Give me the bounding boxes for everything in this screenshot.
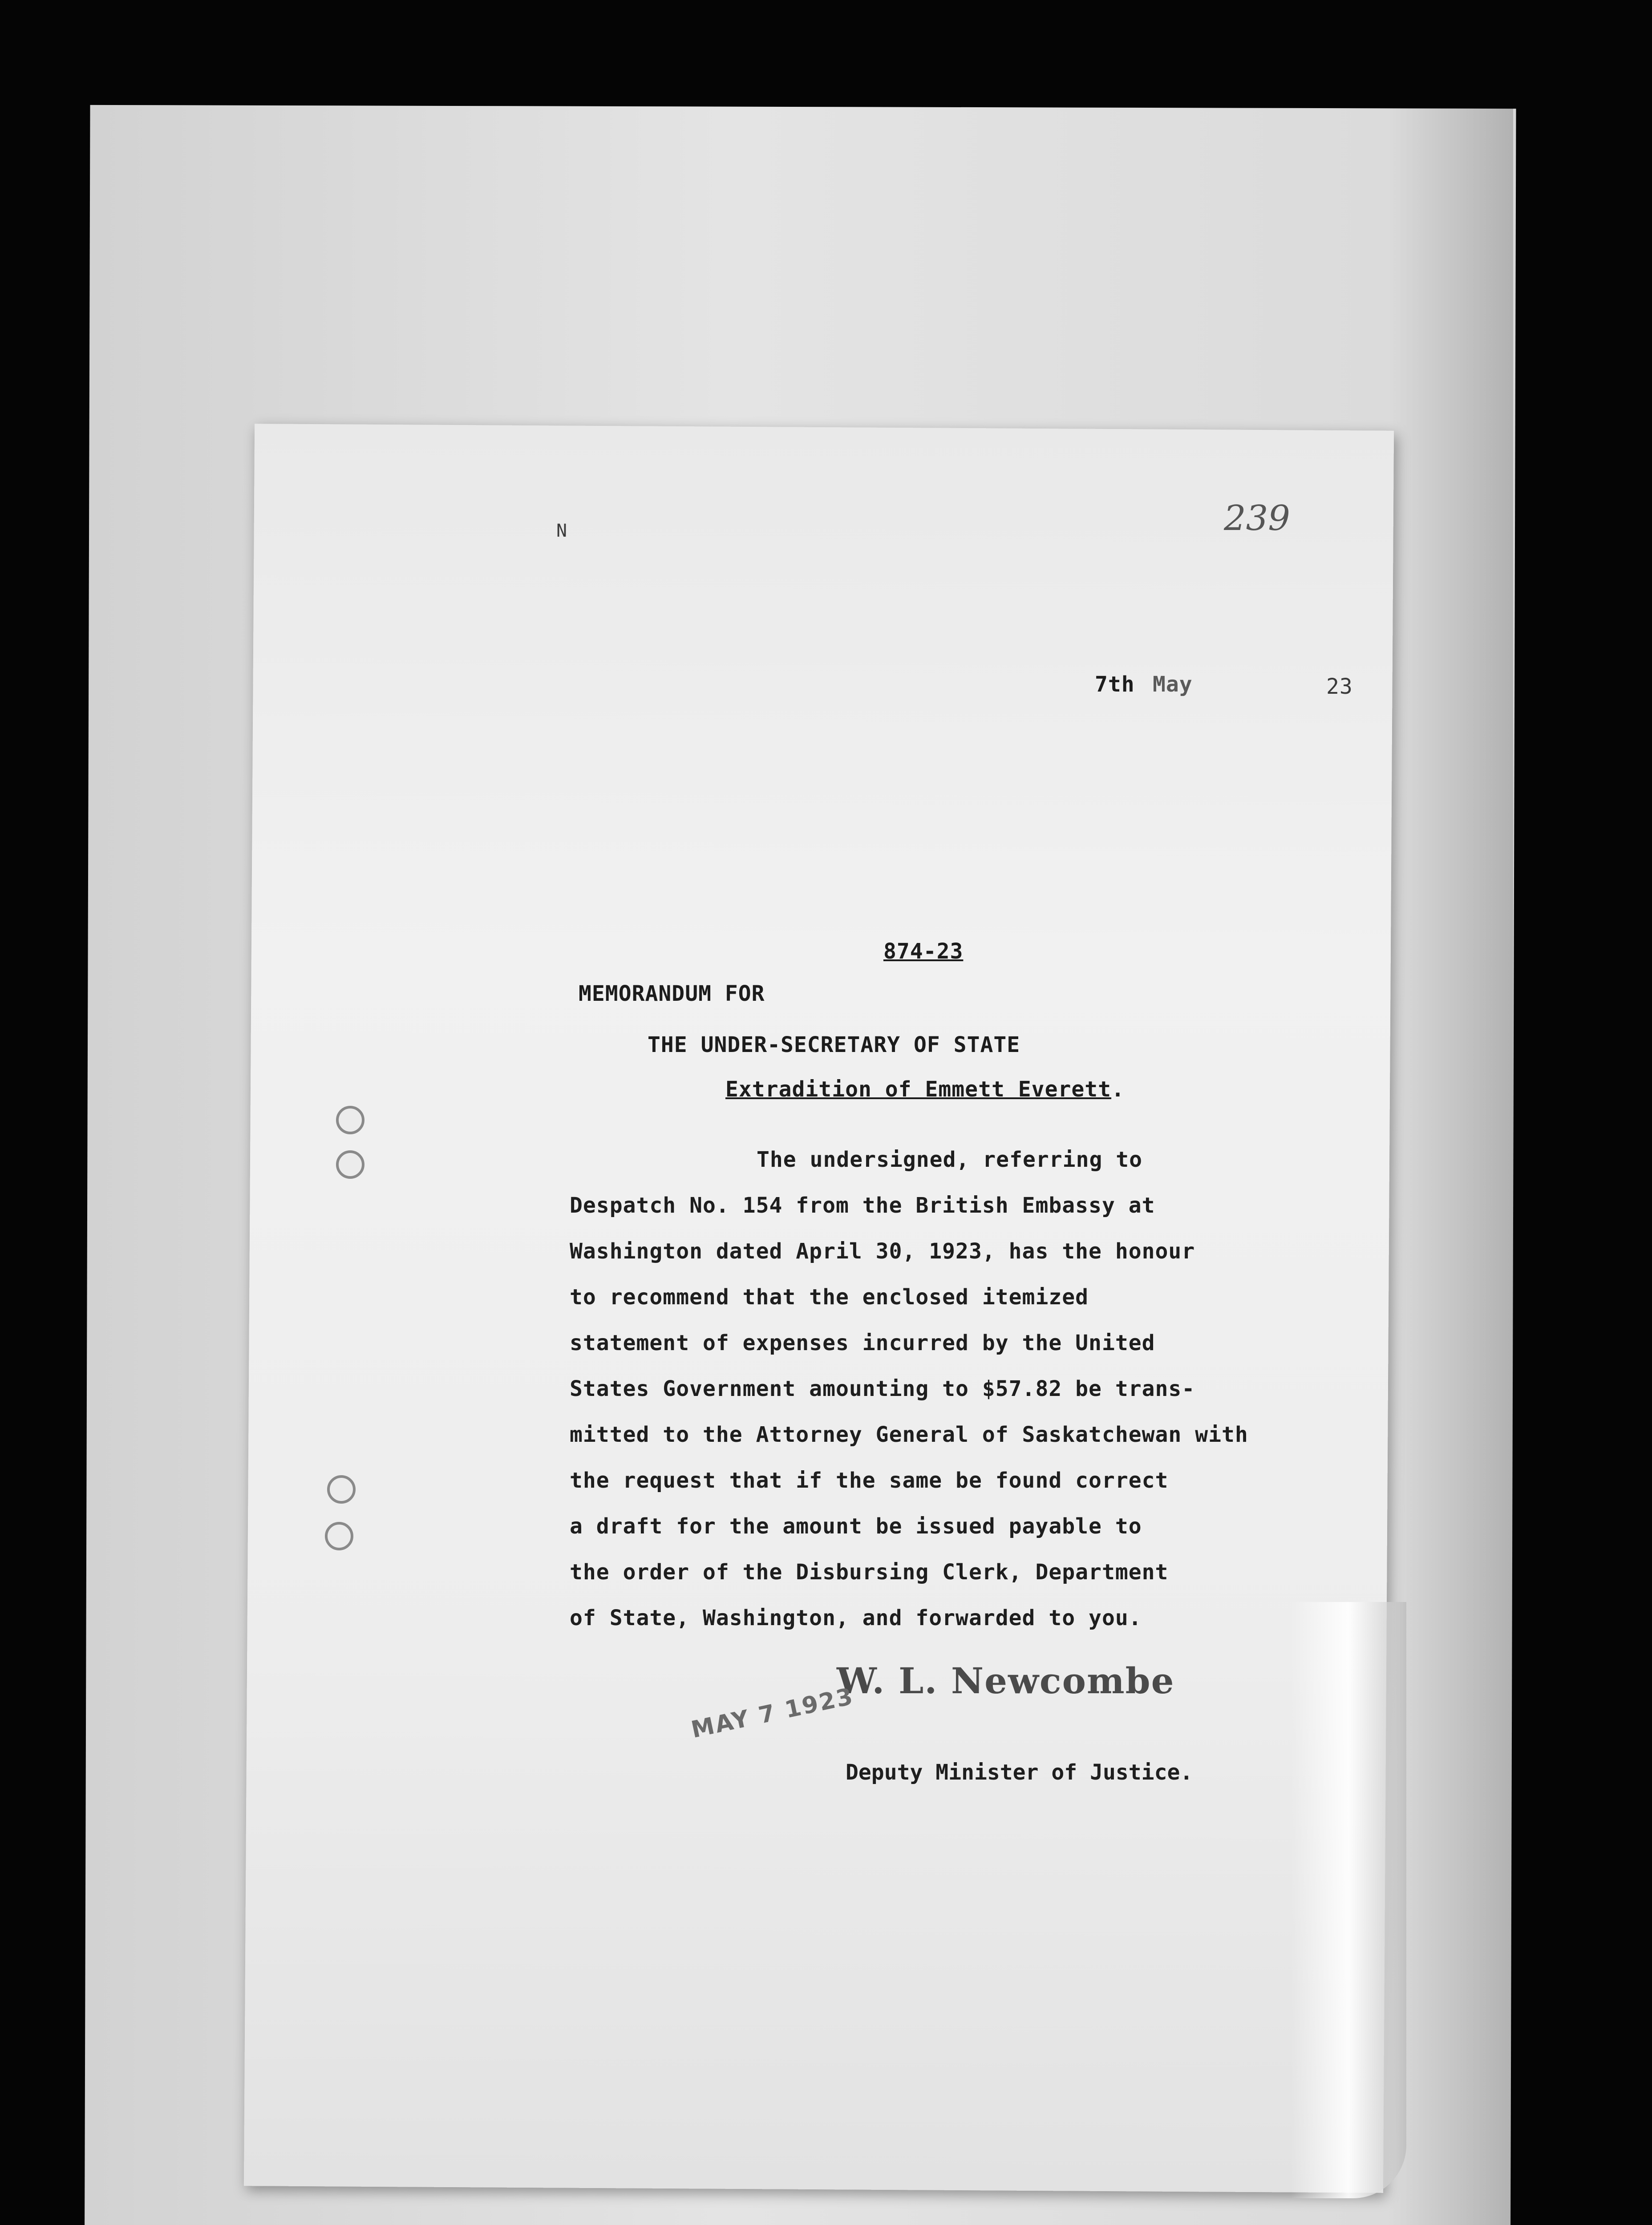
page-number: 239 [1224,498,1290,538]
subject-line [725,1077,1125,1102]
signature: W. L. Newcombe [837,1660,1175,1702]
corner-mark: N [556,521,568,541]
body-line: the order of the Disbursing Clerk, Department [570,1560,1169,1585]
body-line: the request that if the same be found correct [570,1468,1169,1493]
body-line: Washington dated April 30, 1923, has the honour [570,1239,1195,1264]
body-line: mitted to the Attorney General of Saskatchewan with [570,1422,1248,1447]
date-year: 23 [1326,674,1353,699]
punch-hole [325,1522,353,1550]
board-shadow [1389,107,1513,2225]
date-month: May [1153,672,1193,697]
subject-period: . [1111,1077,1125,1102]
punch-hole [327,1475,356,1504]
date-day: 7th [1095,672,1135,697]
memo-body [570,1137,1291,1641]
body-line: The undersigned, referring to [757,1147,1143,1172]
body-line: of State, Washington, and forwarded to you. [570,1606,1142,1630]
body-line: a draft for the amount be issued payable to [570,1514,1142,1539]
memo-heading: MEMORANDUM FOR [579,981,765,1006]
date-stamp: MAY 7 1923 [688,1683,856,1744]
punch-hole [336,1150,364,1179]
addressee: THE UNDER-SECRETARY OF STATE [648,1032,1020,1057]
subject: Extradition of Emmett Everett [725,1077,1112,1102]
body-line: to recommend that the enclosed itemized [570,1285,1089,1310]
punch-hole [336,1106,364,1134]
sheet-curl [1291,1602,1406,2198]
signatory-title: Deputy Minister of Justice. [846,1760,1193,1785]
body-line: statement of expenses incurred by the United [570,1331,1155,1355]
body-line: Despatch No. 154 from the British Embassy at [570,1193,1155,1218]
body-line: States Government amounting to $57.82 be trans- [570,1376,1195,1401]
file-number: 874-23 [883,939,964,964]
